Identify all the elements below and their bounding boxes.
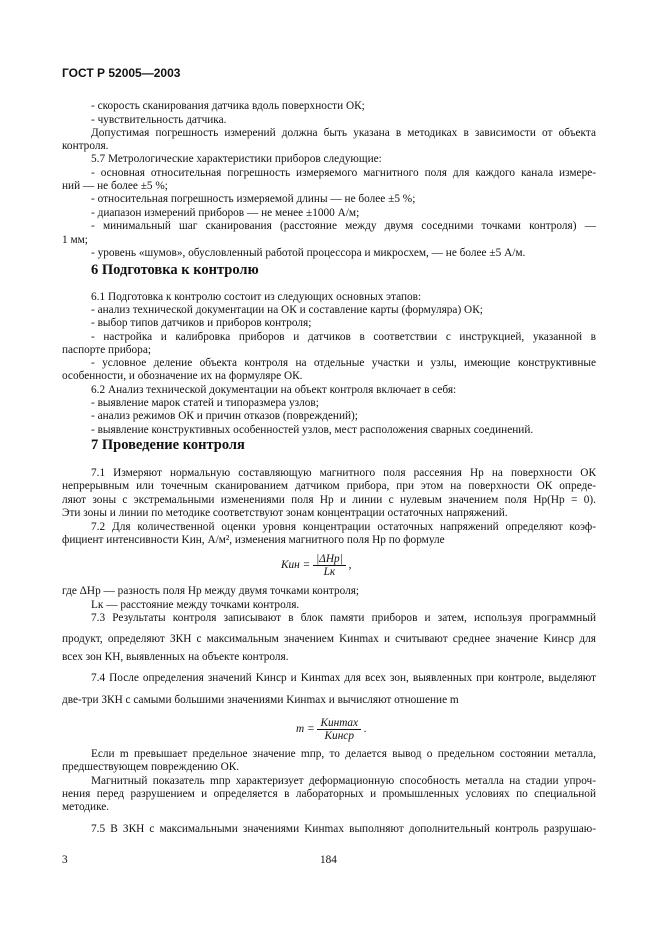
text-line: 7.5 В ЗКН с максимальными значениями Kинmax выполняют дополнительный контроль разрушаю-	[91, 823, 596, 835]
text-line: - чувствительность датчика.	[91, 114, 227, 126]
section-6-title: 6 Подготовка к контролю	[91, 262, 259, 278]
formula-numerator: Kинmax	[317, 717, 361, 730]
text-line: 7.3 Результаты контроля записывают в блок памяти приборов и затем, используя программный	[91, 612, 596, 624]
standard-header: ГОСТ Р 52005—2003	[62, 66, 181, 80]
formula-numerator: |ΔHр|	[313, 553, 346, 566]
text-line: продукт, определяют ЗКН с максимальным значением Kинmax и считывают среднее значение Kинср для	[62, 633, 596, 645]
text-line: 7.2 Для количественной оценки уровня концентрации остаточных напряжений определяют коэф-	[91, 521, 596, 533]
text-line: 5.7 Метрологические характеристики приборов следующие:	[91, 153, 382, 165]
text-line: - скорость сканирования датчика вдоль поверхности ОК;	[91, 100, 365, 112]
text-line: где ΔHр — разность поля Hр между двумя точками контроля;	[62, 585, 360, 597]
formula-k-intensity	[281, 553, 351, 578]
formula-denominator: Kинср	[324, 730, 354, 742]
text-line: - выявление конструктивных особенностей узлов, мест расположения сварных соединений.	[91, 424, 534, 436]
text-line: - выявление марок статей и типоразмера узлов;	[91, 397, 319, 409]
text-line: - выбор типов датчиков и приборов контроля;	[91, 317, 312, 329]
formula-fraction	[313, 553, 346, 578]
text-line: 7.1 Измеряют нормальную составляющую магнитного поля рассеяния Hр на поверхности ОК	[91, 467, 596, 479]
text-line: - анализ режимов ОК и причин отказов (повреждений);	[91, 410, 358, 422]
text-line: - анализ технической документации на ОК и составление карты (формуляра) ОК;	[91, 304, 483, 316]
text-line: 7.4 После определения значений Kинср и Kинmax для всех зон, выявленных при контроле, выделяют	[91, 672, 596, 684]
text-line: ляют зоны с экстремальными изменениями поля Hр и линии с нулевым значением поля Hр(Hр = 0).	[62, 494, 596, 506]
text-line: две-три ЗКН с самыми большими значениями Kинmax и вычисляют отношение m	[62, 694, 459, 706]
text-line: непрерывным или точечным сканированием датчиком прибора, при этом на поверхности ОК опреде-	[62, 480, 596, 492]
text-line: контроля.	[62, 140, 109, 152]
text-line: особенности, и обозначение их на формуляре ОК.	[62, 370, 303, 382]
formula-m-ratio	[296, 717, 367, 742]
text-line: - относительная погрешность измеряемой длины — не более ±5 %;	[91, 193, 416, 205]
text-line: - диапазон измерений приборов — не менее ±1000 А/м;	[91, 207, 360, 219]
text-line: Эти зоны и линии по методике соответствуют зонам концентрации остаточных напряжений.	[62, 507, 508, 519]
text-line: 6.2 Анализ технической документации на объект контроля включает в себя:	[91, 384, 457, 396]
formula-fraction	[317, 717, 361, 742]
page-number-center: 184	[320, 854, 337, 866]
formula-lhs: Kин =	[281, 559, 311, 572]
text-line: методике.	[62, 801, 110, 813]
text-line: предшествующем повреждению ОК.	[62, 761, 240, 773]
text-line: Магнитный показатель mпр характеризует деформационную способность металла на стадии упроч-	[91, 775, 596, 787]
text-line: - настройка и калибровка приборов и датчиков в соответствии с инструкцией, указанной в	[91, 331, 596, 343]
text-line: - минимальный шаг сканирования (расстояние между двумя соседними точками контроля) —	[91, 220, 596, 232]
page-number-left: 3	[62, 854, 68, 866]
text-line: - основная относительная погрешность измеряемого магнитного поля для каждого канала измере-	[91, 167, 596, 179]
text-line: Lк — расстояние между точками контроля.	[91, 599, 300, 611]
formula-tail: ,	[348, 559, 352, 572]
text-line: 6.1 Подготовка к контролю состоит из следующих основных этапов:	[91, 291, 422, 303]
text-line: паспорте прибора;	[62, 344, 151, 356]
text-line: фициент интенсивности Kин, А/м², изменения магнитного поля Hр по формуле	[62, 534, 445, 546]
formula-denominator: Lк	[323, 566, 336, 578]
section-7-title: 7 Проведение контроля	[91, 437, 245, 453]
formula-tail: .	[363, 723, 367, 736]
text-line: всех зон КН, выявленных на объекте контроля.	[62, 651, 289, 663]
text-line: 1 мм;	[62, 234, 88, 246]
text-line: Если m превышает предельное значение mпр, то делается вывод о предельном состоянии металла,	[91, 748, 596, 760]
text-line: Допустимая погрешность измерений должна быть указана в методиках в зависимости от объекта	[91, 127, 596, 139]
text-line: нения перед разрушением и определяется в лабораторных и промышленных условиях по специальной	[62, 788, 596, 800]
text-line: - условное деление объекта контроля на отдельные участки и узлы, имеющие конструктивные	[91, 357, 596, 369]
text-line: ний — не более ±5 %;	[62, 180, 168, 192]
formula-lhs: m =	[296, 723, 315, 736]
text-line: - уровень «шумов», обусловленный работой процессора и микросхем, — не более ±5 А/м.	[91, 247, 526, 259]
